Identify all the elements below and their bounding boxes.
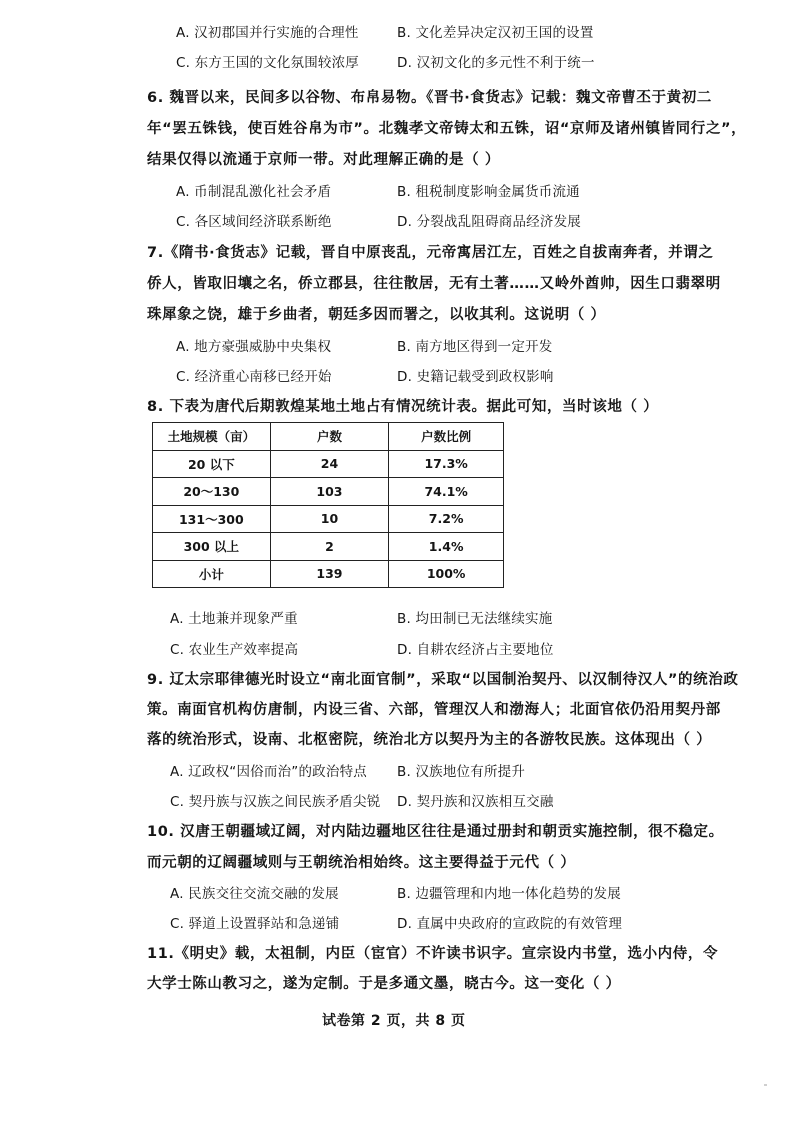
table-header-households: 户数 <box>270 423 389 451</box>
table-cell: 17.3% <box>389 450 504 478</box>
land-ownership-table <box>152 422 504 588</box>
q9-stem-line-3: 落的统治形式，设南、北枢密院，统治北方以契丹为主的各游牧民族。这体现出（ ） <box>147 732 712 748</box>
q6-option-d: D. 分裂战乱阻碍商品经济发展 <box>397 214 581 230</box>
page-footer: 试卷第 2 页，共 8 页 <box>322 1013 466 1029</box>
q7-stem-line-3: 珠犀象之饶，雄于乡曲者，朝廷多因而署之，以收其利。这说明（ ） <box>147 307 606 323</box>
q8-stem: 8. 下表为唐代后期敦煌某地土地占有情况统计表。据此可知，当时该地（ ） <box>147 399 659 415</box>
table-cell: 24 <box>270 450 389 478</box>
q7-stem-line-1: 7.《隋书·食货志》记载，晋自中原丧乱，元帝寓居江左，百姓之自拔南奔者，并谓之 <box>147 245 714 261</box>
table-cell: 74.1% <box>389 478 504 506</box>
q7-option-d: D. 史籍记载受到政权影响 <box>397 369 554 385</box>
q7-option-a: A. 地方豪强威胁中央集权 <box>176 339 332 355</box>
table-cell: 10 <box>270 505 389 533</box>
q5-option-d: D. 汉初文化的多元性不利于统一 <box>397 55 595 71</box>
table-cell: 2 <box>270 533 389 561</box>
table-cell: 小计 <box>153 560 271 588</box>
table-cell: 7.2% <box>389 505 504 533</box>
q9-option-c: C. 契丹族与汉族之间民族矛盾尖锐 <box>170 794 381 810</box>
q9-option-d: D. 契丹族和汉族相互交融 <box>397 794 554 810</box>
table-row <box>153 533 504 561</box>
q9-option-b: B. 汉族地位有所提升 <box>397 764 526 780</box>
table-row <box>153 505 504 533</box>
table-header-row <box>153 423 504 451</box>
table-cell: 1.4% <box>389 533 504 561</box>
table-cell: 20～130 <box>153 478 271 506</box>
q8-option-d: D. 自耕农经济占主要地位 <box>397 642 554 658</box>
table-row <box>153 478 504 506</box>
q6-option-a: A. 币制混乱激化社会矛盾 <box>176 184 332 200</box>
table-cell: 300 以上 <box>153 533 271 561</box>
q10-option-d: D. 直属中央政府的宣政院的有效管理 <box>397 916 623 932</box>
q9-stem-line-1: 9. 辽太宗耶律德光时设立“南北面官制”，采取“以国制治契丹、以汉制待汉人”的统治政 <box>147 672 739 688</box>
table-cell: 139 <box>270 560 389 588</box>
q6-option-c: C. 各区域间经济联系断绝 <box>176 214 332 230</box>
q5-option-b: B. 文化差异决定汉初王国的设置 <box>397 25 594 41</box>
q8-option-a: A. 土地兼并现象严重 <box>170 611 298 627</box>
q8-option-c: C. 农业生产效率提高 <box>170 642 299 658</box>
q10-stem-line-1: 10. 汉唐王朝疆域辽阔，对内陆边疆地区往往是通过册封和朝贡实施控制，很不稳定。 <box>147 824 724 840</box>
q9-option-a: A. 辽政权“因俗而治”的政治特点 <box>170 764 367 780</box>
q7-stem-line-2: 侨人，皆取旧壤之名，侨立郡县，往往散居，无有土著……又岭外酋帅，因生口翡翠明 <box>147 276 721 292</box>
table-cell: 131～300 <box>153 505 271 533</box>
q8-option-b: B. 均田制已无法继续实施 <box>397 611 553 627</box>
table-header-ratio: 户数比例 <box>389 423 504 451</box>
q10-stem-line-2: 而元朝的辽阔疆域则与王朝统治相始终。这主要得益于元代（ ） <box>147 855 576 871</box>
q9-stem-line-2: 策。南面官机构仿唐制，内设三省、六部，管理汉人和渤海人；北面官依仍沿用契丹部 <box>147 702 721 718</box>
q11-stem-line-1: 11.《明史》载，太祖制，内臣（宦官）不许读书识字。宣宗设内书堂，选小内侍，令 <box>147 946 719 962</box>
q5-option-a: A. 汉初郡国并行实施的合理性 <box>176 25 359 41</box>
q6-stem-line-3: 结果仅得以流通于京师一带。对此理解正确的是（ ） <box>147 152 500 168</box>
table-cell: 103 <box>270 478 389 506</box>
q10-option-c: C. 驿道上设置驿站和急递铺 <box>170 916 340 932</box>
q6-stem-line-2: 年“罢五铢钱，使百姓谷帛为市”。北魏孝文帝铸太和五铢，诏“京师及诸州镇皆同行之”， <box>147 121 747 137</box>
q11-stem-line-2: 大学士陈山教习之，遂为定制。于是多通文墨，晓古今。这一变化（ ） <box>147 976 621 992</box>
q10-option-b: B. 边疆管理和内地一体化趋势的发展 <box>397 886 621 902</box>
table-cell: 100% <box>389 560 504 588</box>
q6-option-b: B. 租税制度影响金属货币流通 <box>397 184 580 200</box>
table-cell: 20 以下 <box>153 450 271 478</box>
q6-stem-line-1: 6. 魏晋以来，民间多以谷物、布帛易物。《晋书·食货志》记载：魏文帝曹丕于黄初二 <box>147 90 712 106</box>
q5-option-c: C. 东方王国的文化氛围较浓厚 <box>176 55 360 71</box>
table-header-land-size: 土地规模（亩） <box>153 423 271 451</box>
table-row <box>153 450 504 478</box>
q7-option-c: C. 经济重心南移已经开始 <box>176 369 332 385</box>
table-row-subtotal <box>153 560 504 588</box>
q10-option-a: A. 民族交往交流交融的发展 <box>170 886 339 902</box>
scan-speck <box>764 1084 767 1086</box>
q7-option-b: B. 南方地区得到一定开发 <box>397 339 553 355</box>
